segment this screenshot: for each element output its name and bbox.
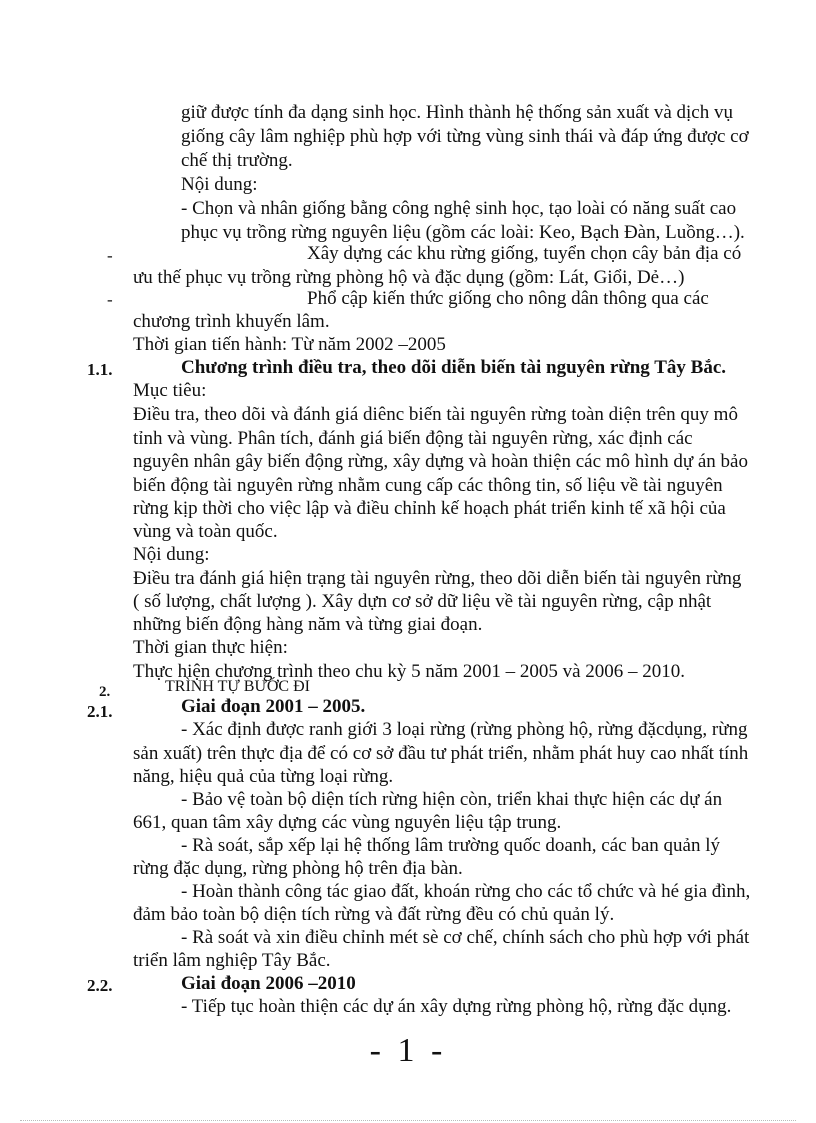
intro-item2-line-1: Xây dựng các khu rừng giống, tuyển chọn cây bản địa có — [307, 243, 742, 264]
section-2-1-title: Giai đoạn 2001 – 2005. — [181, 696, 366, 717]
section-2-2-number: 2.2. — [87, 976, 113, 995]
section-1-1-goal-line-2: tỉnh và vùng. Phân tích, đánh giá biến động tài nguyên rừng, xác định các — [133, 428, 693, 449]
section-2-1-line-7: rừng đặc dụng, rừng phòng hộ trên địa bàn. — [133, 858, 463, 879]
section-1-1-time-text: Thực hiện chương trình theo chu kỳ 5 năm 2001 – 2005 và 2006 – 2010. — [133, 661, 686, 682]
section-2-1-line-5: 661, quan tâm xây dựng các vùng nguyên liệu tập trung. — [133, 812, 562, 833]
page-bottom-rule — [20, 1120, 796, 1121]
section-1-1-content-line-3: những biến động hàng năm và từng giai đoạn. — [133, 614, 483, 635]
section-2-1-line-10: - Rà soát và xin điều chỉnh mét sè cơ chế, chính sách cho phù hợp với phát — [181, 927, 750, 948]
intro-item3-bullet: - — [107, 290, 113, 309]
section-1-1-goal-line-3: nguyên nhân gây biến động rừng, xây dựng và hoàn thiện các mô hình dự án bảo — [133, 451, 748, 472]
section-2-1-line-9: đảm bảo toàn bộ diện tích rừng và đất rừng đều có chủ quản lý. — [133, 904, 615, 925]
section-2-1-line-8: - Hoàn thành công tác giao đất, khoán rừng cho các tổ chức và hé gia đình, — [181, 881, 751, 902]
section-2-1-line-4: - Bảo vệ toàn bộ diện tích rừng hiện còn, triển khai thực hiện các dự án — [181, 789, 723, 810]
page-number: - 1 - — [369, 1032, 447, 1069]
section-1-1-number: 1.1. — [87, 360, 113, 379]
intro-item1-line-2: phục vụ trồng rừng nguyên liệu (gồm các loài: Keo, Bạch Đàn, Luồng…). — [181, 222, 745, 243]
intro-line-3: chế thị trường. — [181, 150, 293, 171]
section-1-1-goal-line-4: biến động tài nguyên rừng nhằm cung cấp các thông tin, số liệu về tài nguyên — [133, 475, 723, 496]
intro-item1-line-1: - Chọn và nhân giống bằng công nghệ sinh học, tạo loài có năng suất cao — [181, 198, 737, 219]
section-2-1-line-11: triển lâm nghiệp Tây Bắc. — [133, 950, 331, 971]
intro-item2-line-2: ưu thế phục vụ trồng rừng phòng hộ và đặc dụng (gồm: Lát, Giổi, Dẻ…) — [133, 267, 685, 288]
intro-line-2: giống cây lâm nghiệp phù hợp với từng vùng sinh thái và đáp ứng được cơ — [181, 126, 749, 147]
intro-item3-line-2: chương trình khuyến lâm. — [133, 311, 330, 332]
section-2-title: TRÌNH TỰ BƯỚC ĐI — [165, 678, 310, 695]
section-1-1-title: Chương trình điều tra, theo dõi diễn biến tài nguyên rừng Tây Bắc. — [181, 357, 726, 378]
section-2-2-title: Giai đoạn 2006 –2010 — [181, 973, 356, 994]
section-2-2-line-1: - Tiếp tục hoàn thiện các dự án xây dựng rừng phòng hộ, rừng đặc dụng. — [181, 996, 732, 1017]
section-2-number: 2. — [99, 684, 111, 700]
section-2-1-line-1: - Xác định được ranh giới 3 loại rừng (rừng phòng hộ, rừng đặcdụng, rừng — [181, 719, 748, 740]
intro-item3-line-1: Phổ cập kiến thức giống cho nông dân thông qua các — [307, 288, 709, 309]
section-2-1-line-3: năng, hiệu quả của từng loại rừng. — [133, 766, 394, 787]
section-1-1-content-line-2: ( số lượng, chất lượng ). Xây dựn cơ sở dữ liệu về tài nguyên rừng, cập nhật — [133, 591, 712, 612]
intro-content-label: Nội dung: — [181, 174, 258, 195]
intro-line-1: giữ được tính đa dạng sinh học. Hình thành hệ thống sản xuất và dịch vụ — [181, 102, 733, 123]
section-2-1-number: 2.1. — [87, 702, 113, 721]
section-1-1-goal-line-5: rừng kịp thời cho việc lập và điều chỉnh kế hoạch phát triển kinh tế xã hội của — [133, 498, 726, 519]
section-2-1-line-2: sản xuất) trên thực địa để có cơ sở đầu tư phát triển, nhằm phát huy cao nhất tính — [133, 743, 749, 764]
section-1-1-time-label: Thời gian thực hiện: — [133, 637, 288, 658]
section-2-1-line-6: - Rà soát, sắp xếp lại hệ thống lâm trường quốc doanh, các ban quản lý — [181, 835, 721, 856]
section-1-1-goal-line-6: vùng và toàn quốc. — [133, 521, 278, 542]
section-1-1-content-label: Nội dung: — [133, 544, 210, 565]
section-1-1-goal-label: Mục tiêu: — [133, 380, 207, 401]
intro-time: Thời gian tiến hành: Từ năm 2002 –2005 — [133, 334, 446, 355]
section-1-1-goal-line-1: Điều tra, theo dõi và đánh giá diênc biến tài nguyên rừng toàn diện trên quy mô — [133, 404, 738, 425]
section-1-1-content-line-1: Điều tra đánh giá hiện trạng tài nguyên rừng, theo dõi diễn biến tài nguyên rừng — [133, 568, 742, 589]
intro-item2-bullet: - — [107, 246, 113, 265]
